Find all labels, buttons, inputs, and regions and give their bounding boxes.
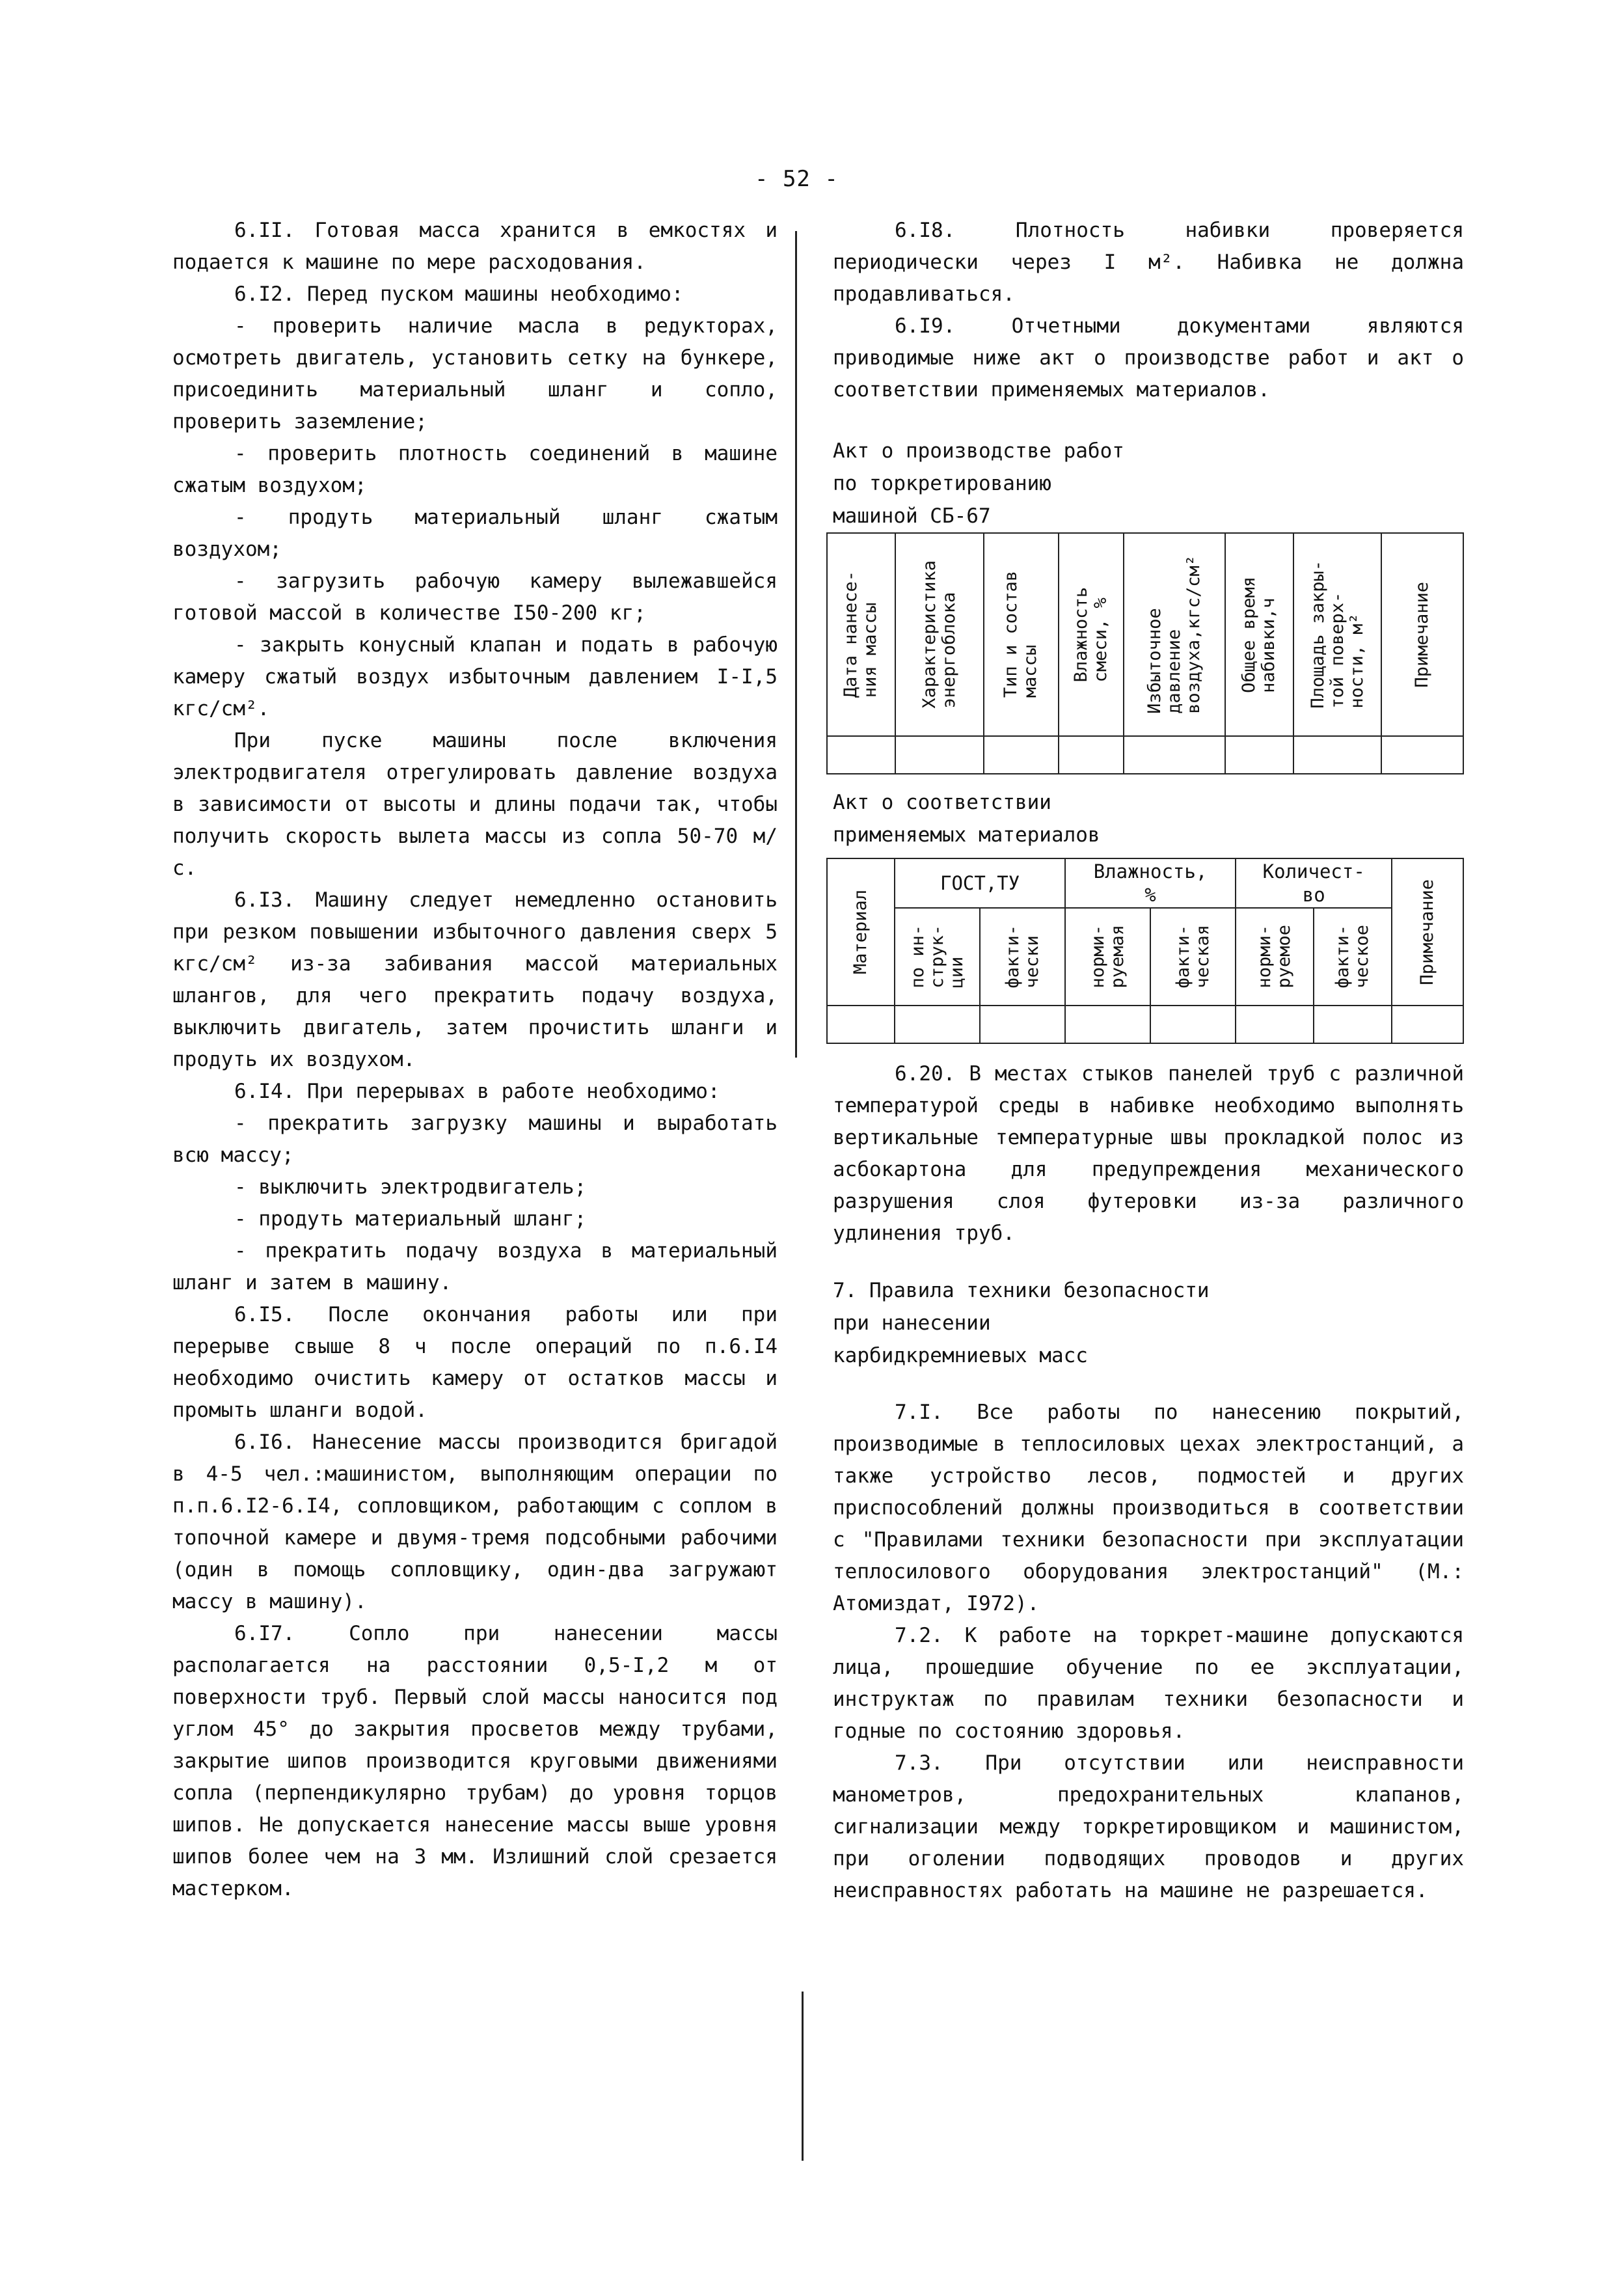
paragraph-6-19: 6.I9. Отчетными документами являются приводимые ниже акт о производстве работ и акт о соответствии применяемых материалов.	[833, 314, 1464, 402]
table-cell	[827, 736, 895, 774]
list-item: - загрузить рабочую камеру вылежавшейся готовой массой в количестве I50-200 кг;	[172, 569, 778, 625]
table-header: Избыточное давление воздуха,кгс/см²	[1144, 555, 1204, 714]
table-header: Примечание	[1412, 581, 1433, 688]
paragraph-6-17: 6.I7. Сопло при нанесении массы располагается на расстоянии 0,5-I,2 м от поверхности труб. Первый слой массы наносится под углом 45° до закрытия просветов между трубами, закрытие шипов производится круговыми движениями сопла (перпендикулярно трубам) до уровня торцов шипов. Не допускается нанесение массы выше уровня шипов более чем на 3 мм. Излишний слой срезается мастерком.	[172, 1622, 778, 1900]
section-7-title: 7. Правила техники безопасности при нанесении карбидкремниевых масс	[833, 1279, 1210, 1367]
table-cell	[1059, 736, 1124, 774]
column-divider	[802, 1992, 804, 2161]
table-header: по ин- струк- ции	[907, 925, 967, 989]
table-cell	[980, 1006, 1065, 1043]
list-item: - продуть материальный шланг сжатым воздухом;	[172, 506, 778, 561]
table1-caption: Акт о производстве работ по торкретированию машиной СБ-67	[833, 439, 1124, 528]
materials-table	[826, 858, 1464, 1044]
table-header: норми- руемое	[1254, 925, 1295, 989]
table-header: факти- ческая	[1172, 925, 1213, 989]
list-item: - проверить наличие масла в редукторах, осмотреть двигатель, установить сетку на бункере, присоединить материальный шланг и сопло, проверить заземление;	[172, 314, 778, 433]
table-cell	[1236, 1006, 1314, 1043]
right-column	[833, 215, 1464, 1907]
table-cell	[1293, 736, 1382, 774]
paragraph-7-3: 7.3. При отсутствии или неисправности манометров, предохранительных клапанов, сигнализации между торкретировщиком и машинистом, при оголении подводящих проводов и других неисправностях работать на машине не разрешается.	[833, 1751, 1464, 1902]
table-header: Влажность смеси, %	[1070, 586, 1111, 683]
table2-caption: Акт о соответствии применяемых материалов	[833, 791, 1100, 847]
list-item: - выключить электродвигатель;	[234, 1175, 587, 1199]
paragraph-6-14: 6.I4. При перерывах в работе необходимо:	[234, 1080, 720, 1103]
page-number: - 52 -	[755, 166, 839, 192]
table-cell	[984, 736, 1059, 774]
list-item: - закрыть конусный клапан и подать в рабочую камеру сжатый воздух избыточным давлением I-I,5 кгс/см².	[172, 633, 778, 720]
list-item: - прекратить загрузку машины и выработать всю массу;	[172, 1112, 778, 1167]
paragraph-6-18: 6.I8. Плотность набивки проверяется периодически через I м². Набивка не должна продавливаться.	[833, 219, 1464, 306]
table-header: Тип и состав массы	[1001, 571, 1041, 698]
paragraph-startup: При пуске машины после включения электродвигателя отрегулировать давление воздуха в зависимости от высоты и длины подачи так, чтобы получить скорость вылета массы из сопла 50-70 м/с.	[172, 729, 778, 880]
table-header: Общее время набивки,ч	[1239, 576, 1279, 693]
table-header: Количест- во	[1236, 858, 1392, 908]
table-header: Характеристика энергоблока	[919, 560, 959, 709]
table-cell	[1150, 1006, 1236, 1043]
table-header: Площадь закры- той поверх- ности, м²	[1307, 560, 1367, 709]
table-header: Дата нанесе- ния массы	[841, 571, 881, 698]
work-report-table	[826, 532, 1464, 774]
table-header: факти- ческое	[1333, 925, 1373, 989]
table-header: Примечание	[1417, 879, 1438, 985]
column-divider	[795, 231, 797, 1058]
table-header: факти- чески	[1002, 925, 1042, 989]
table-cell	[1065, 1006, 1150, 1043]
list-item: - проверить плотность соединений в машине сжатым воздухом;	[172, 442, 778, 497]
table-cell	[895, 1006, 980, 1043]
table-cell	[1314, 1006, 1392, 1043]
paragraph-7-2: 7.2. К работе на торкрет-машине допускаются лица, прошедшие обучение по ее эксплуатации, инструктаж по правилам техники безопасности и годные по состоянию здоровья.	[833, 1624, 1464, 1743]
table-header: ГОСТ,ТУ	[895, 858, 1065, 908]
table-cell	[827, 1006, 895, 1043]
paragraph-6-15: 6.I5. После окончания работы или при перерыве свыше 8 ч после операций по п.6.I4 необходимо очистить камеру от остатков массы и промыть шланги водой.	[172, 1303, 778, 1422]
table-header: Материал	[850, 889, 871, 975]
list-item: - прекратить подачу воздуха в материальный шланг и затем в машину.	[172, 1239, 778, 1294]
table-cell	[1225, 736, 1293, 774]
paragraph-7-1: 7.I. Все работы по нанесению покрытий, производимые в теплосиловых цехах электростанций, а также устройство лесов, подмостей и других приспособлений должны производиться в соответствии с "Правилами техники безопасности при эксплуатации теплосилового оборудования электростанций" (М.: Атомиздат, I972).	[833, 1401, 1464, 1615]
left-column	[172, 215, 778, 1905]
list-item: - продуть материальный шланг;	[234, 1207, 587, 1231]
table-cell	[895, 736, 984, 774]
table-cell	[1392, 1006, 1463, 1043]
paragraph-6-13: 6.I3. Машину следует немедленно остановить при резком повышении избыточного давления сверх 5 кгс/см² из-за забивания массой материальных шлангов, для чего прекратить подачу воздуха, выключить двигатель, затем прочистить шланги и продуть их воздухом.	[172, 888, 778, 1071]
table-header: Влажность, %	[1065, 858, 1236, 908]
table-cell	[1381, 736, 1463, 774]
table-header: норми- руемая	[1087, 925, 1128, 989]
table-cell	[1124, 736, 1225, 774]
paragraph-6-12: 6.I2. Перед пуском машины необходимо:	[234, 282, 684, 306]
paragraph-6-11: 6.II. Готовая масса хранится в емкостях и подается к машине по мере расходования.	[172, 219, 778, 274]
paragraph-6-20: 6.20. В местах стыков панелей труб с различной температурой среды в набивке необходимо выполнять вертикальные температурные швы прокладкой полос из асбокартона для предупреждения механического разрушения слоя футеровки из-за различного удлинения труб.	[833, 1062, 1464, 1245]
paragraph-6-16: 6.I6. Нанесение массы производится бригадой в 4-5 чел.:машинистом, выполняющим операции по п.п.6.I2-6.I4, сопловщиком, работающим с соплом в топочной камере и двумя-тремя подсобными рабочими (один в помощь сопловщику, один-два загружают массу в машину).	[172, 1431, 778, 1613]
